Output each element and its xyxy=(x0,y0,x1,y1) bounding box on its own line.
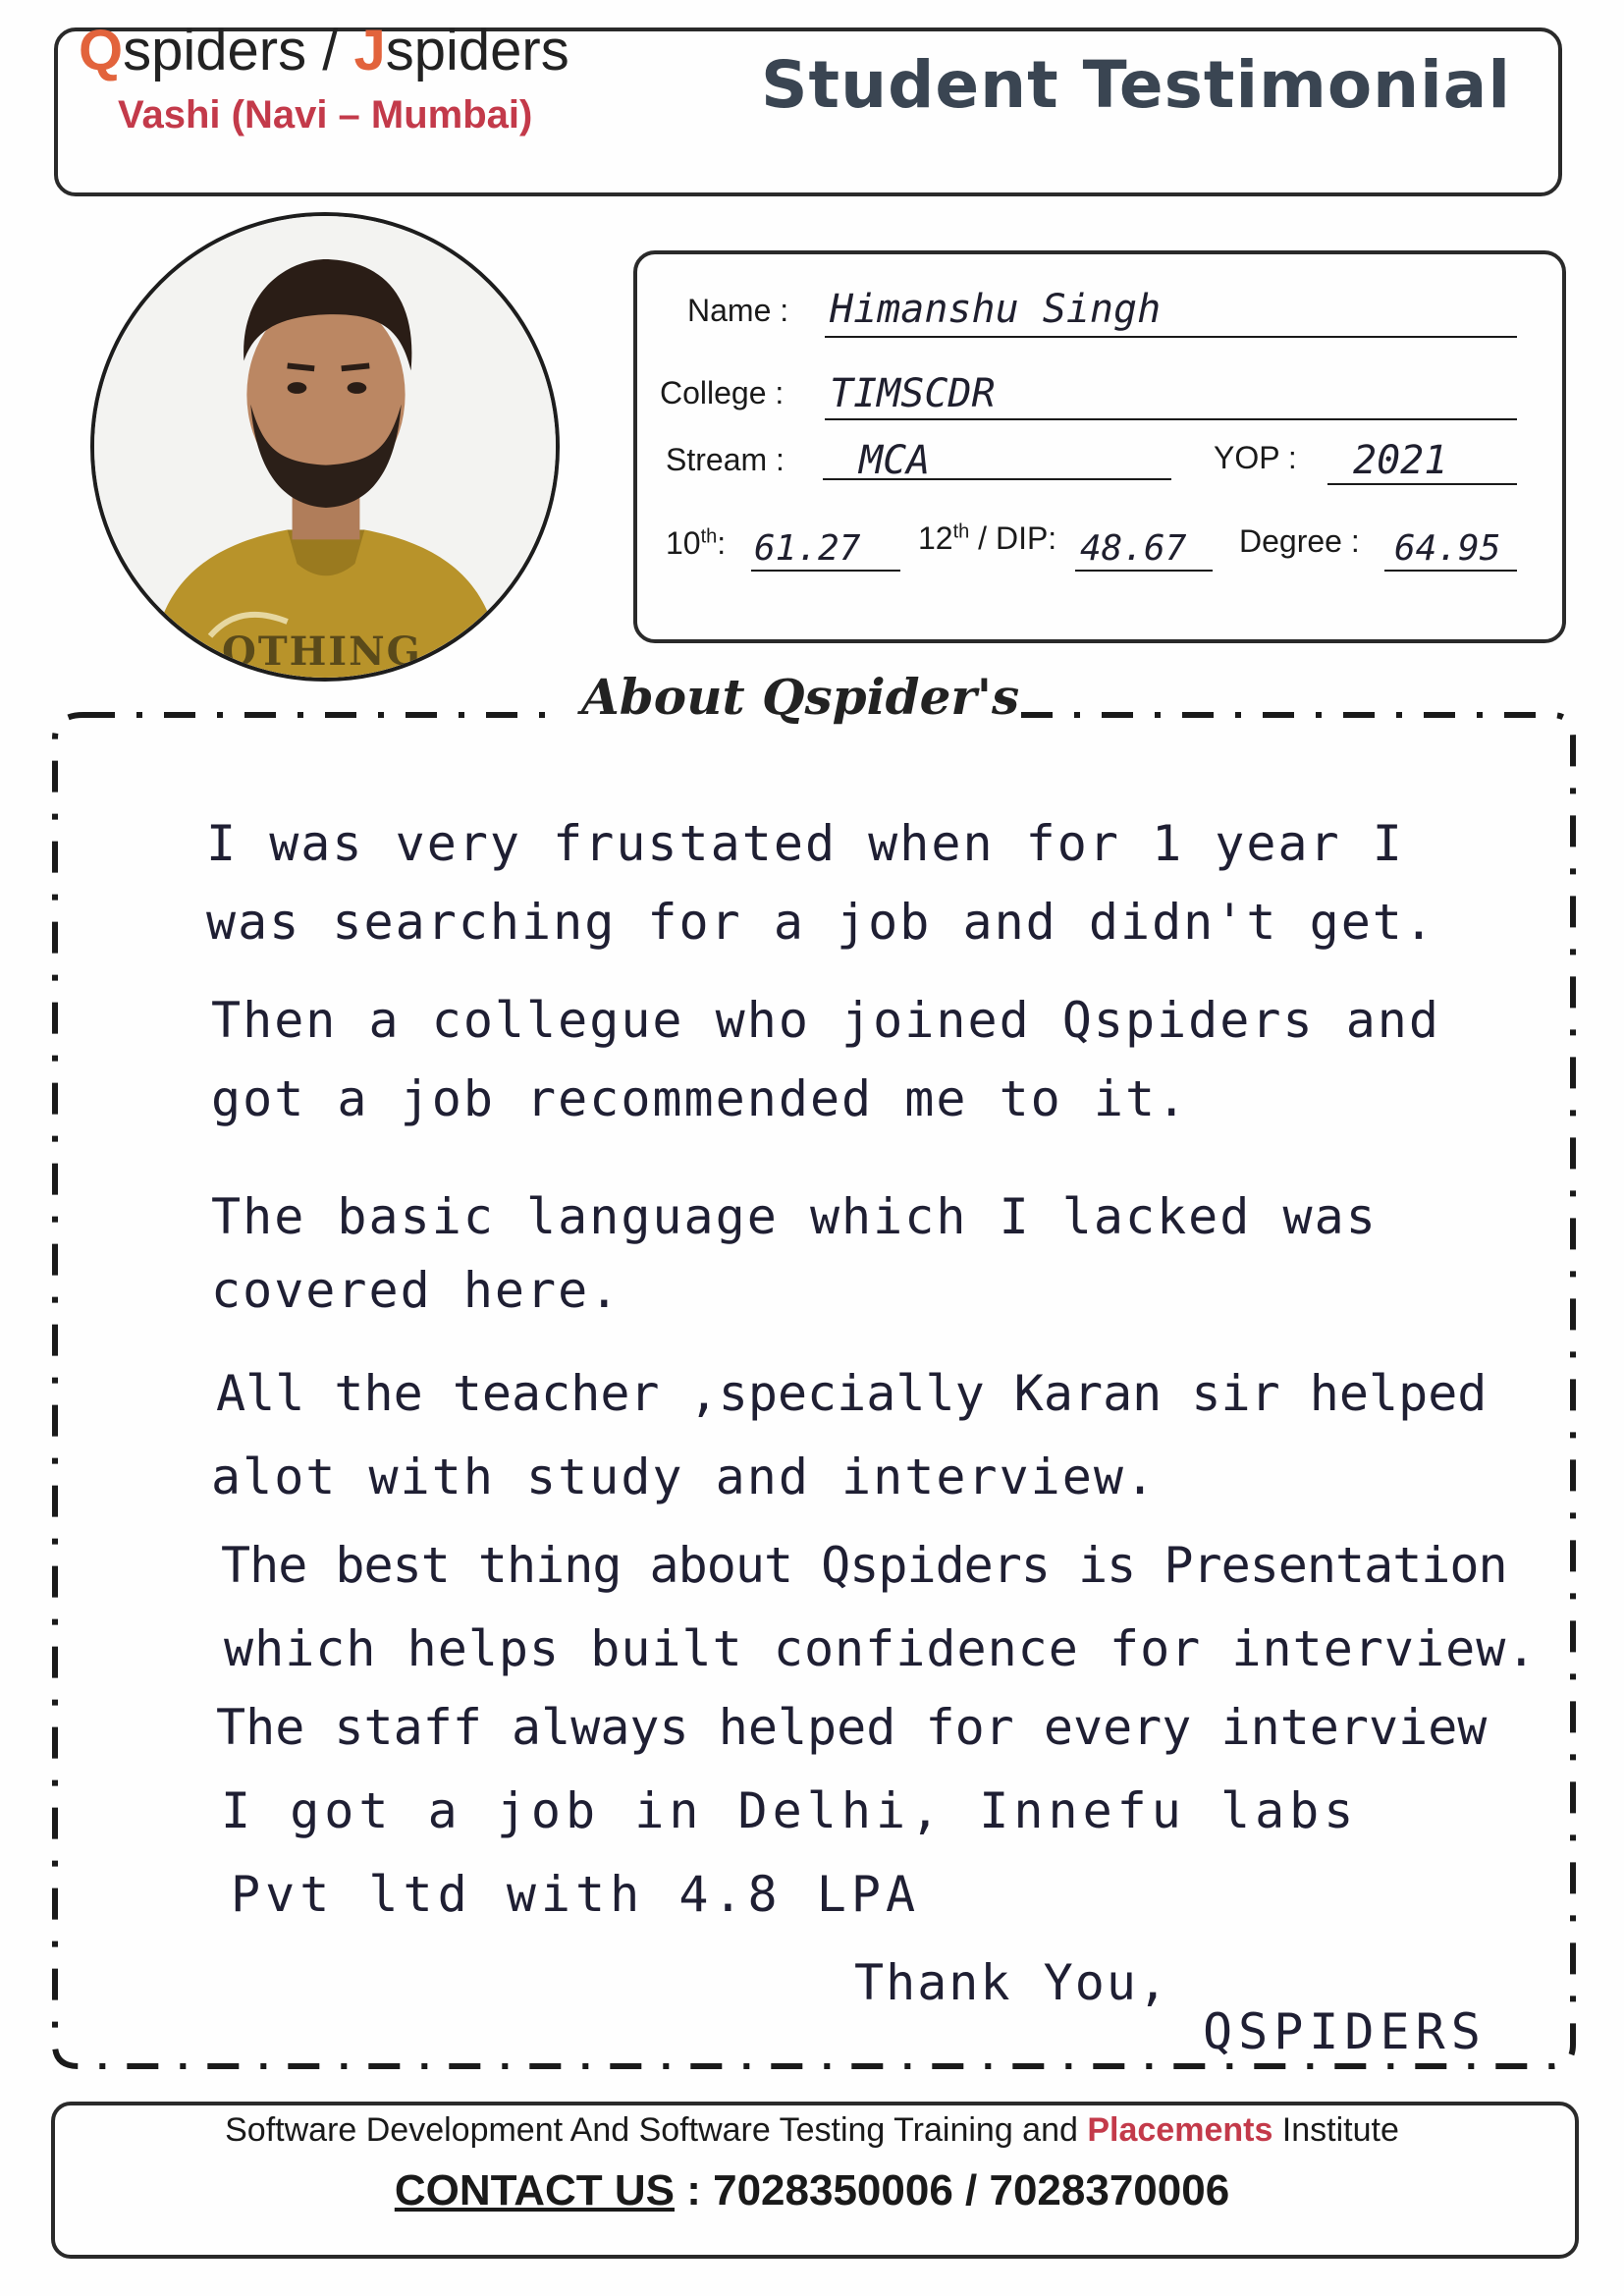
contact-colon: : xyxy=(674,2166,714,2214)
testimonial-line: Pvt ltd with 4.8 LPA xyxy=(231,1866,921,1923)
tenth-label-number: 10 xyxy=(666,525,701,561)
testimonial-line: The best thing about Qspiders is Presentation xyxy=(221,1537,1507,1594)
testimonial-line: I got a job in Delhi, Innefu labs xyxy=(221,1782,1359,1839)
twelfth-label xyxy=(918,520,1056,557)
page-title: Student Testimonial xyxy=(761,47,1511,123)
tenth-label-colon: : xyxy=(717,525,727,561)
testimonial-line: The basic language which I lacked was xyxy=(211,1188,1378,1245)
twelfth-label-number: 12 xyxy=(918,520,953,556)
testimonial-line: I was very frustated when for 1 year I xyxy=(206,815,1404,872)
twelfth-label-rest: / DIP: xyxy=(969,520,1057,556)
college-label: College : xyxy=(660,375,785,410)
testimonial-line: The staff always helped for every interview xyxy=(216,1699,1488,1756)
student-photo xyxy=(90,212,560,682)
thank-you: Thank You, xyxy=(854,1954,1170,2011)
testimonial-line: All the teacher ,specially Karan sir helped xyxy=(216,1365,1488,1422)
yop-underline xyxy=(1327,483,1517,485)
stream-underline xyxy=(823,478,1171,480)
college-value: TIMSCDR xyxy=(830,371,996,416)
degree-value: 64.95 xyxy=(1394,528,1501,569)
institute-tagline xyxy=(0,2111,1624,2150)
brand-j-letter: J xyxy=(353,19,386,82)
tenth-value: 61.27 xyxy=(754,528,861,569)
twelfth-label-sup: th xyxy=(952,520,970,543)
testimonial-line: got a job recommended me to it. xyxy=(211,1070,1189,1127)
name-underline xyxy=(825,336,1517,338)
student-portrait-illustration xyxy=(94,216,556,678)
branch-location: Vashi (Navi – Mumbai) xyxy=(118,93,533,137)
name-label: Name : xyxy=(687,293,789,328)
name-value: Himanshu Singh xyxy=(830,287,1162,332)
yop-label: YOP : xyxy=(1214,440,1297,475)
brand-q-rest: spiders xyxy=(123,19,307,82)
twelfth-value: 48.67 xyxy=(1080,528,1187,569)
testimonial-line: which helps built confidence for interview. xyxy=(224,1620,1538,1677)
shirt-print: OTHING xyxy=(222,629,422,675)
stream-label: Stream : xyxy=(666,442,785,477)
twelfth-underline xyxy=(1075,570,1213,572)
tagline-start: Software Development And Software Testing Training and xyxy=(225,2111,1088,2149)
testimonial-line: alot with study and interview. xyxy=(211,1449,1158,1505)
brand-q-letter: Q xyxy=(79,19,124,82)
degree-label: Degree : xyxy=(1239,523,1360,559)
contact-phones: 7028350006 / 7028370006 xyxy=(713,2166,1230,2214)
contact-line xyxy=(0,2166,1624,2215)
degree-underline xyxy=(1384,570,1517,572)
contact-label: CONTACT US xyxy=(394,2166,675,2214)
tenth-label-sup: th xyxy=(700,525,718,548)
college-underline xyxy=(825,418,1517,420)
tagline-end: Institute xyxy=(1272,2111,1399,2149)
brand-j-rest: spiders xyxy=(385,19,569,82)
brand-logo xyxy=(79,18,569,83)
stream-value: MCA xyxy=(859,438,931,483)
testimonial-line: Then a collegue who joined Qspiders and xyxy=(211,992,1440,1049)
testimonial-line: covered here. xyxy=(211,1262,622,1319)
tenth-label xyxy=(666,525,726,562)
about-title: About Qspider's xyxy=(581,668,1020,726)
tagline-highlight: Placements xyxy=(1087,2111,1273,2149)
tenth-underline xyxy=(751,570,900,572)
testimonial-line: was searching for a job and didn't get. xyxy=(206,894,1435,951)
signature: QSPIDERS xyxy=(1203,2003,1487,2060)
yop-value: 2021 xyxy=(1353,438,1448,483)
brand-separator: / xyxy=(306,19,354,82)
